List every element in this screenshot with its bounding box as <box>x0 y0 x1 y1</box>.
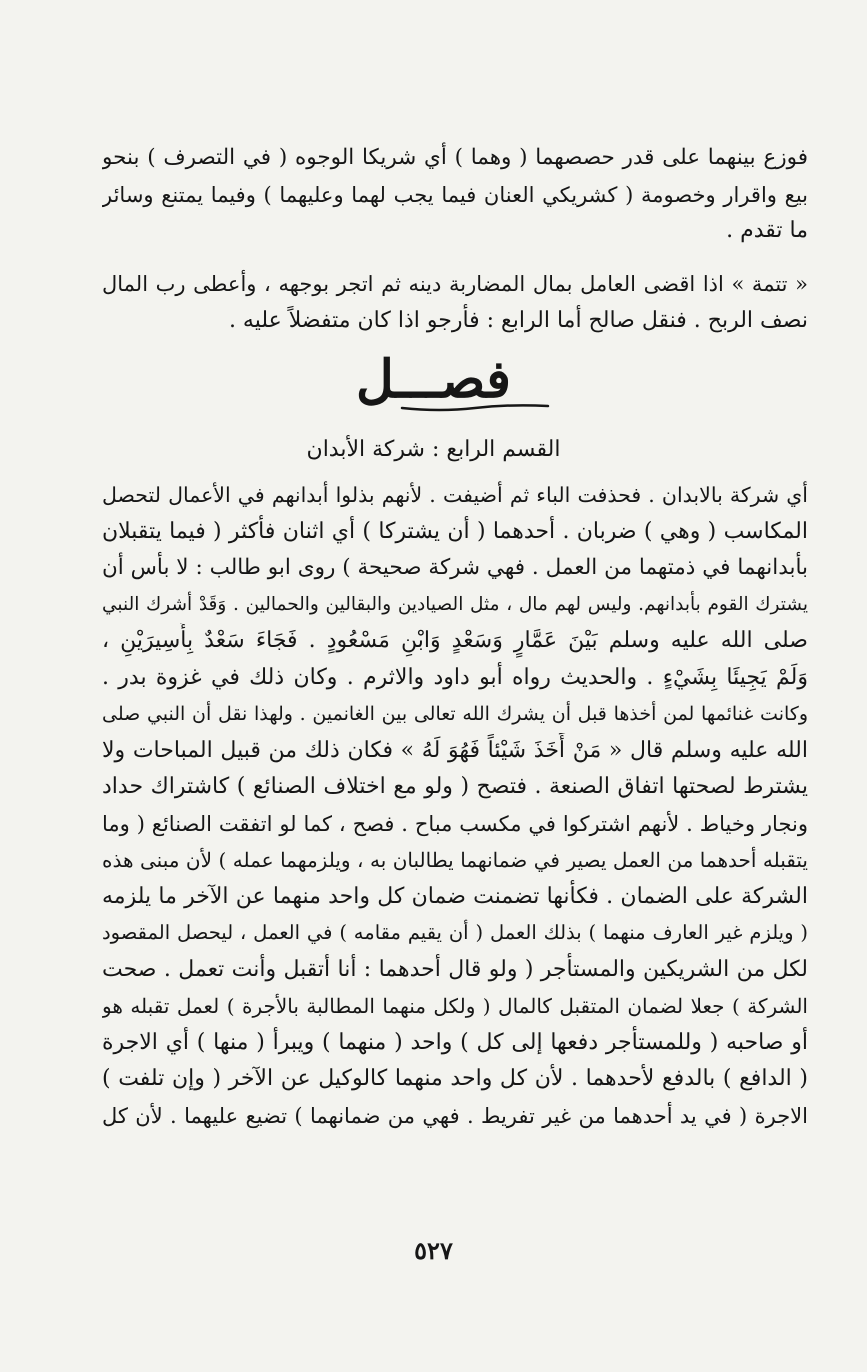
text-line: وكانت غنائمها لمن أخذها قبل أن يشرك الله تعالى بين الغانمين . ولهذا نقل أن النبي صلى <box>102 703 808 725</box>
text-line: ما تقدم . <box>726 218 808 243</box>
section-subheading: القسم الرابع : شركة الأبدان <box>306 437 561 462</box>
section-heading: فصـــل <box>355 349 512 410</box>
text-line: ونجار وخياط . لأنهم اشتركوا في مكسب مباح . فصح ، كما لو اتفقت الصنائع ( وما <box>102 811 808 836</box>
text-line: وَلَمْ يَجِيئَا بِشَيْءٍ . والحديث رواه أبو داود والاثرم . وكان ذلك في غزوة بدر . <box>102 664 808 690</box>
text-line: يتقبله أحدهما من العمل يصير في ضمانهما يطالبان به ، ويلزمهما عمله ) لأن مبنى هذه <box>102 848 808 872</box>
text-line: أو صاحبه ( وللمستأجر دفعها إلى كل ) واحد ( منهما ) ويبرأ ( منها ) أي الاجرة <box>102 1029 808 1055</box>
text-line: يشترط لصحتها اتفاق الصنعة . فتصح ( ولو مع اختلاف الصنائع ) كاشتراك حداد <box>102 774 808 799</box>
text-line: بيع واقرار وخصومة ( كشريكي العنان فيما يجب لهما وعليهما ) وفيما يمتنع وسائر <box>102 182 808 207</box>
text-line: الشركة ) جعلا لضمان المتقبل كالمال ( ولكل منهما المطالبة بالأجرة ) لعمل تقبله هو <box>102 994 808 1018</box>
note-paragraph <box>102 266 808 339</box>
text-line: ( ويلزم غير العارف منهما ) بذلك العمل ( أن يقيم مقامه ) في العمل ، ليحصل المقصود <box>102 921 808 944</box>
text-line: الاجرة ( في يد أحدهما من غير تفريط . فهي من ضمانهما ) تضيع عليهما . لأن كل <box>102 1103 808 1128</box>
text-line: « تتمة » اذا اقضى العامل بمال المضاربة دينه ثم اتجر بوجهه ، وأعطى رب المال <box>102 272 808 296</box>
body-paragraph <box>102 477 808 1134</box>
text-line: ( الدافع ) بالدفع لأحدهما . لأن كل واحد منهما كالوكيل عن الآخر ( وإن تلفت ) <box>102 1066 808 1091</box>
text-line: يشترك القوم بأبدانهم. وليس لهم مال ، مثل الصيادين والبقالين والحمالين . وَقَدْ أشرك النبي <box>102 593 808 615</box>
text-line: فوزع بينهما على قدر حصصهما ( وهما ) أي شريكا الوجوه ( في التصرف ) بنحو <box>102 145 808 170</box>
page-number: ٥٢٧ <box>414 1236 453 1265</box>
text-line: صلى الله عليه وسلم بَيْنَ عَمَّارٍ وَسَعْدٍ وَابْنِ مَسْعُودٍ . فَجَاءَ سَعْدٌ بِأَسِيرَيْنِ ، <box>102 628 808 653</box>
text-line: بأبدانهما في ذمتهما من العمل . فهي شركة صحيحة ) روى ابو طالب : لا بأس أن <box>102 555 808 580</box>
text-line: لكل من الشريكين والمستأجر ( ولو قال أحدهما : أنا أتقبل وأنت تعمل . صحت <box>102 956 808 982</box>
text-line: الله عليه وسلم قال « مَنْ أَخَذَ شَيْئاً فَهُوَ لَهُ » فكان ذلك من قبيل المباحات ولا <box>102 737 808 763</box>
text-line: المكاسب ( وهي ) ضربان . أحدهما ( أن يشتركا ) أي اثنان فأكثر ( فيما يتقبلان <box>102 518 808 544</box>
intro-paragraph <box>102 140 808 250</box>
text-line: نصف الربح . فنقل صالح أما الرابع : فأرجو اذا كان متفضلاً عليه . <box>228 307 808 333</box>
heading-flourish-ornament <box>400 402 550 412</box>
text-line: الشركة على الضمان . فكأنها تضمنت ضمان كل واحد منهما عن الآخر ما يلزمه <box>102 883 808 909</box>
text-line: أي شركة بالابدان . فحذفت الباء ثم أضيفت . لأنهم بذلوا أبدانهم في الأعمال لتحصل <box>102 483 808 507</box>
